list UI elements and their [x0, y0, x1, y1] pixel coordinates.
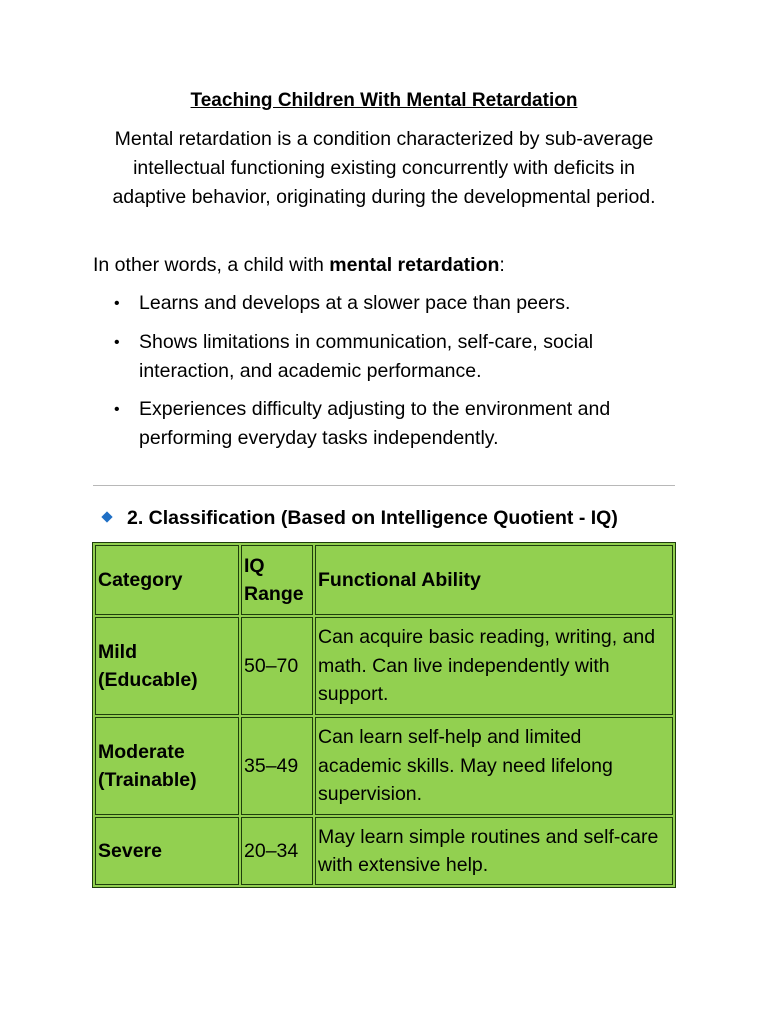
- table-row: [95, 717, 673, 815]
- functional-ability-cell: Can learn self-help and limited academic skills. May need lifelong supervision.: [315, 717, 673, 815]
- iq-range-cell: 50–70: [241, 617, 313, 715]
- bullet-dot-icon: •: [114, 334, 120, 351]
- horizontal-divider: [93, 485, 675, 486]
- lead-prefix: In other words, a child with: [93, 254, 330, 276]
- bullet-dot-icon: •: [114, 295, 120, 312]
- diamond-bullet-icon: [101, 511, 112, 522]
- section-heading-text: 2. Classification (Based on Intelligence Quotient - IQ): [127, 507, 618, 529]
- header-cell-iq-range: IQ Range: [241, 545, 313, 615]
- iq-range-cell: 35–49: [241, 717, 313, 815]
- lead-sentence: [93, 251, 693, 280]
- functional-ability-cell: May learn simple routines and self-care with extensive help.: [315, 817, 673, 885]
- section-heading: [100, 504, 618, 532]
- bullet-item: Learns and develops at a slower pace than peers.: [139, 292, 571, 314]
- table-row: [95, 617, 673, 715]
- bullet-dot-icon: •: [114, 401, 120, 418]
- functional-ability-cell: Can acquire basic reading, writing, and math. Can live independently with support.: [315, 617, 673, 715]
- header-cell-category: Category: [95, 545, 239, 615]
- classification-table: [92, 542, 676, 888]
- category-cell: Severe: [95, 817, 239, 885]
- bullet-item: Experiences difficulty adjusting to the environment and performing everyday tasks independently.: [139, 398, 611, 449]
- lead-suffix: :: [499, 254, 505, 276]
- bullet-item: Shows limitations in communication, self-care, social interaction, and academic performance.: [139, 331, 594, 382]
- category-cell: Moderate (Trainable): [95, 717, 239, 815]
- document-title: Teaching Children With Mental Retardation: [190, 90, 578, 111]
- lead-bold-term: mental retardation: [329, 254, 500, 276]
- iq-range-cell: 20–34: [241, 817, 313, 885]
- table-header-row: [95, 545, 673, 615]
- header-cell-functional-ability: Functional Ability: [315, 545, 673, 615]
- table-row: [95, 817, 673, 885]
- intro-paragraph: Mental retardation is a condition characterized by sub-average intellectual functioning existing concurrently with deficits in adaptive behavior, originating during the developmental period.: [112, 128, 656, 208]
- category-cell: Mild (Educable): [95, 617, 239, 715]
